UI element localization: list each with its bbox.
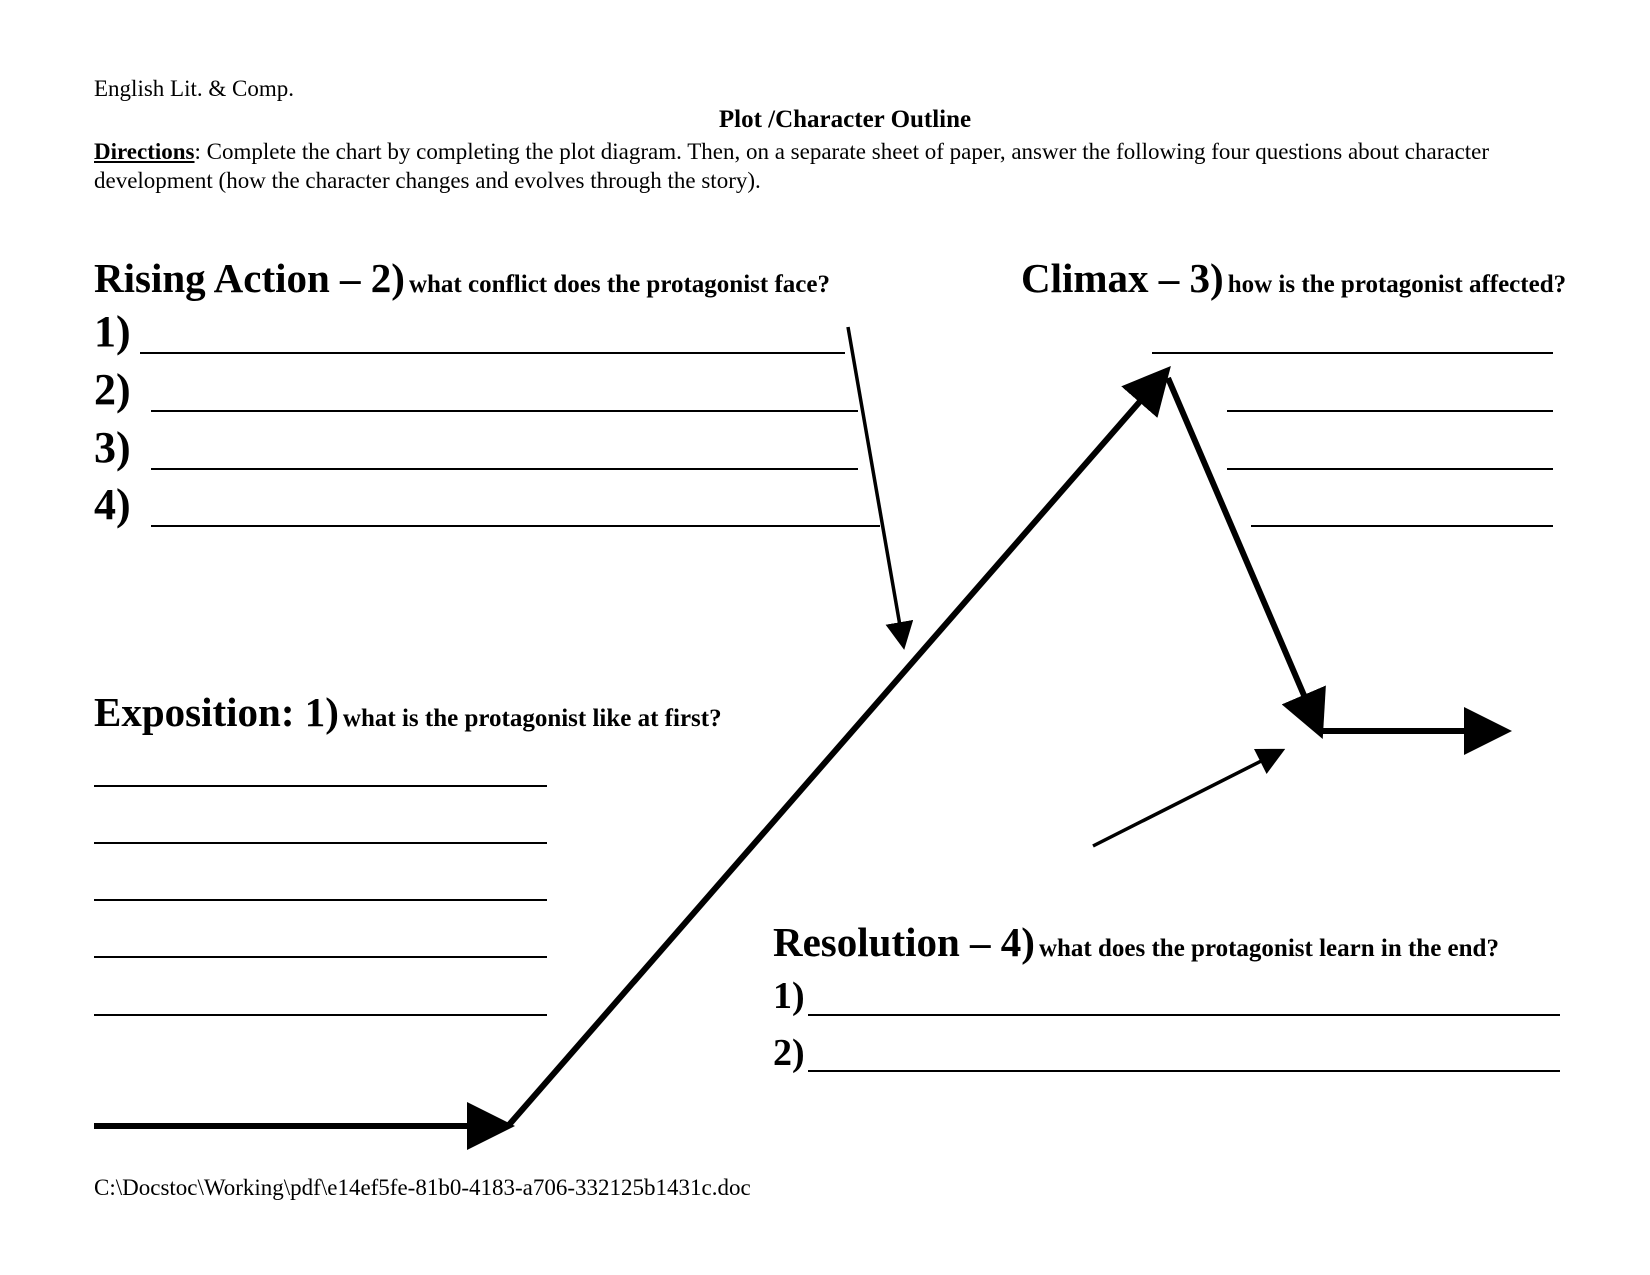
exposition-title: Exposition: 1) — [94, 689, 339, 735]
falling-action-arrow — [1168, 378, 1318, 728]
resolution-pointer-arrow — [1093, 752, 1279, 846]
resolution-item-2-label: 2) — [773, 1032, 805, 1074]
resolution-question: what does the protagonist learn in the end? — [1038, 935, 1499, 962]
rising-action-question: what conflict does the protagonist face? — [408, 271, 830, 298]
rising-action-item-4-label: 4) — [94, 480, 131, 529]
climax-title: Climax – 3) — [1021, 255, 1224, 301]
rising-action-item-3-label: 3) — [94, 423, 131, 472]
directions-text: : Complete the chart by completing the plot diagram. Then, on a separate sheet of paper, answer the following four questions about character development (how the character changes and evolves through the story). — [94, 139, 1490, 193]
rising-action-item-1-label: 1) — [94, 307, 131, 356]
rising-action-item-2-label: 2) — [94, 365, 131, 414]
resolution-title: Resolution – 4) — [773, 919, 1035, 965]
file-path: C:\Docstoc\Working\pdf\e14ef5fe-81b0-4183-a706-332125b1431c.doc — [94, 1175, 751, 1200]
rising-action-title: Rising Action – 2) — [94, 255, 405, 301]
course-name: English Lit. & Comp. — [94, 76, 294, 101]
page-title: Plot /Character Outline — [718, 106, 972, 133]
exposition-question: what is the protagonist like at first? — [342, 705, 722, 732]
directions-label: Directions — [94, 139, 195, 164]
rising-action-arrow — [508, 375, 1163, 1126]
rising-action-pointer-arrow — [848, 327, 903, 643]
climax-question: how is the protagonist affected? — [1227, 271, 1567, 298]
resolution-item-1-label: 1) — [773, 975, 805, 1017]
